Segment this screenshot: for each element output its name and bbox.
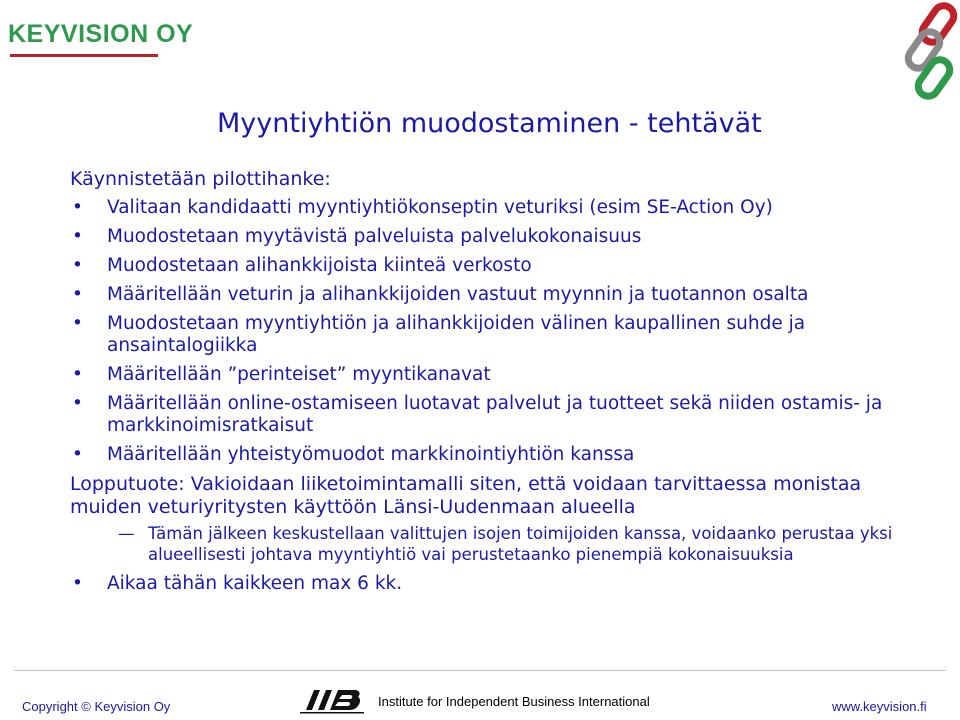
bullet-text: Määritellään yhteistyömuodot markkinointiyhtiön kanssa [107,444,635,465]
bullet-text: Muodostetaan myyntiyhtiön ja alihankkijoiden välinen kaupallinen suhde ja ansaintalogiikka [107,313,806,356]
slide-title: Myyntiyhtiön muodostaminen - tehtävät [217,108,762,139]
sub-bullet-item [70,524,930,565]
sub-bullet-dash: — [118,524,135,543]
timeline-bullet [70,573,930,595]
bullet-item [70,444,930,466]
bullet-text: Valitaan kandidaatti myyntiyhtiökonseptin veturiksi (esim SE-Action Oy) [107,197,773,218]
bullet-text: Määritellään veturin ja alihankkijoiden vastuut myynnin ja tuotannon osalta [107,284,809,305]
bullet-dot: • [72,197,83,218]
bullet-item [70,197,930,219]
footer-copyright: Copyright © Keyvision Oy [22,699,171,714]
keyvision-logo [8,14,194,60]
bullet-item [70,364,930,386]
iib-logo [298,686,368,714]
bullet-text: Määritellään online-ostamiseen luotavat palvelut ja tuotteet sekä niiden ostamis- ja markkinoimisratkaisut [107,393,883,436]
bullet-dot: • [72,255,83,276]
bullet-list [70,197,930,466]
footer-divider [14,670,946,671]
slide-content [70,168,930,595]
bullet-text: Määritellään ”perinteiset” myyntikanavat [107,364,491,385]
footer-institute: Institute for Independent Business International [378,694,650,709]
bullet-dot: • [72,573,83,594]
bullet-dot: • [72,284,83,305]
bullet-dot: • [72,393,83,414]
bullet-dot: • [72,364,83,385]
chain-link-icon [900,0,960,100]
result-text: Lopputuote: Vakioidaan liiketoimintamalli siten, että voidaan tarvittaessa monistaa muiden veturiyritysten käyttöön Länsi-Uudenmaan alueella [70,473,862,518]
lead-text: Käynnistetään pilottihanke: [70,168,331,190]
footer-url-link[interactable]: www.keyvision.fi [832,699,927,714]
bullet-dot: • [72,226,83,247]
sub-bullet-text: Tämän jälkeen keskustellaan valittujen isojen toimijoiden kanssa, voidaanko perustaa yksi alueellisesti johtava myyntiyhtiö vai perustetaanko pienempiä kokonaisuuksia [148,524,893,564]
logo-text: KEYVISION OY [8,20,194,48]
bullet-text: Muodostetaan myytävistä palveluista palvelukokonaisuus [107,226,642,247]
logo-underline [10,54,158,57]
bullet-item [70,313,930,357]
bullet-text: Muodostetaan alihankkijoista kiinteä verkosto [107,255,532,276]
bullet-item [70,226,930,248]
bullet-item [70,284,930,306]
bullet-dot: • [72,313,83,334]
bullet-dot: • [72,444,83,465]
timeline-text: Aikaa tähän kaikkeen max 6 kk. [107,573,403,594]
bullet-item [70,393,930,437]
bullet-item [70,255,930,277]
